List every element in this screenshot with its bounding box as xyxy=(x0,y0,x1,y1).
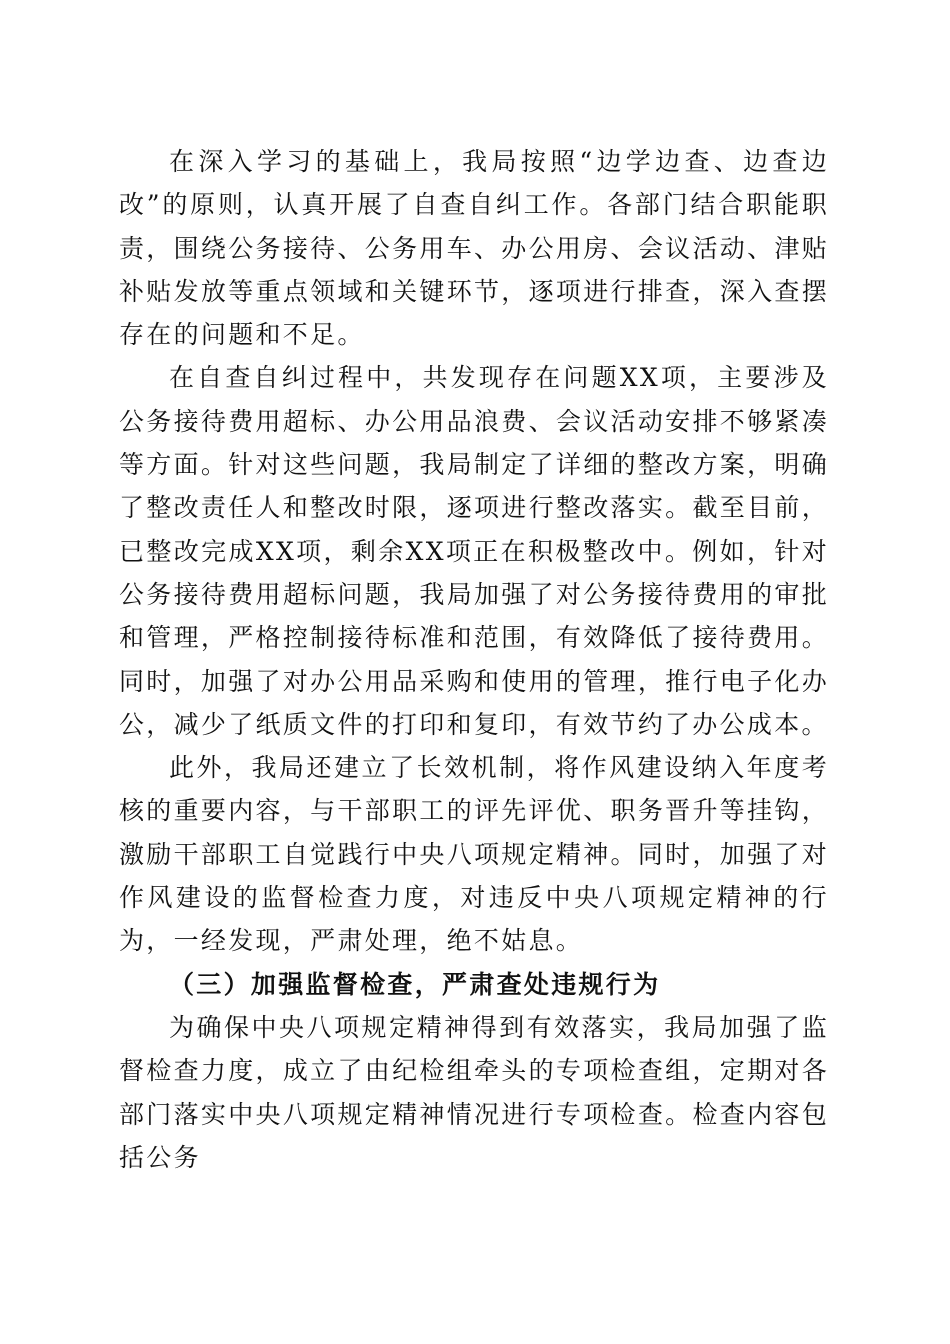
paragraph-long-term-mechanism: 此外，我局还建立了长效机制，将作风建设纳入年度考核的重要内容，与干部职工的评先评优、职务晋升等挂钩，激励干部职工自觉践行中央八项规定精神。同时，加强了对作风建设的监督检查力度，对违反中央八项规定精神的行为，一经发现，严肃处理，绝不姑息。 xyxy=(119,753,829,956)
document-body xyxy=(119,140,829,1179)
paragraph-rectification: 在自查自纠过程中，共发现存在问题XX项，主要涉及公务接待费用超标、办公用品浪费、会议活动安排不够紧凑等方面。针对这些问题，我局制定了详细的整改方案，明确了整改责任人和整改时限，逐项进行整改落实。截至目前，已整改完成XX项，剩余XX项正在积极整改中。例如，针对公务接待费用超标问题，我局加强了对公务接待费用的审批和管理，严格控制接待标准和范围，有效降低了接待费用。同时，加强了对办公用品采购和使用的管理，推行电子化办公，减少了纸质文件的打印和复印，有效节约了办公成本。 xyxy=(119,363,829,739)
paragraph-self-inspection: 在深入学习的基础上，我局按照“边学边查、边查边改”的原则，认真开展了自查自纠工作。各部门结合职能职责，围绕公务接待、公务用车、办公用房、会议活动、津贴补贴发放等重点领域和关键环节，逐项进行排查，深入查摆存在的问题和不足。 xyxy=(119,147,829,350)
section-heading: （三）加强监督检查，严肃查处违规行为 xyxy=(169,969,661,999)
paragraph-supervision: 为确保中央八项规定精神得到有效落实，我局加强了监督检查力度，成立了由纪检组牵头的专项检查组，定期对各部门落实中央八项规定精神情况进行专项检查。检查内容包括公务 xyxy=(119,1012,829,1172)
